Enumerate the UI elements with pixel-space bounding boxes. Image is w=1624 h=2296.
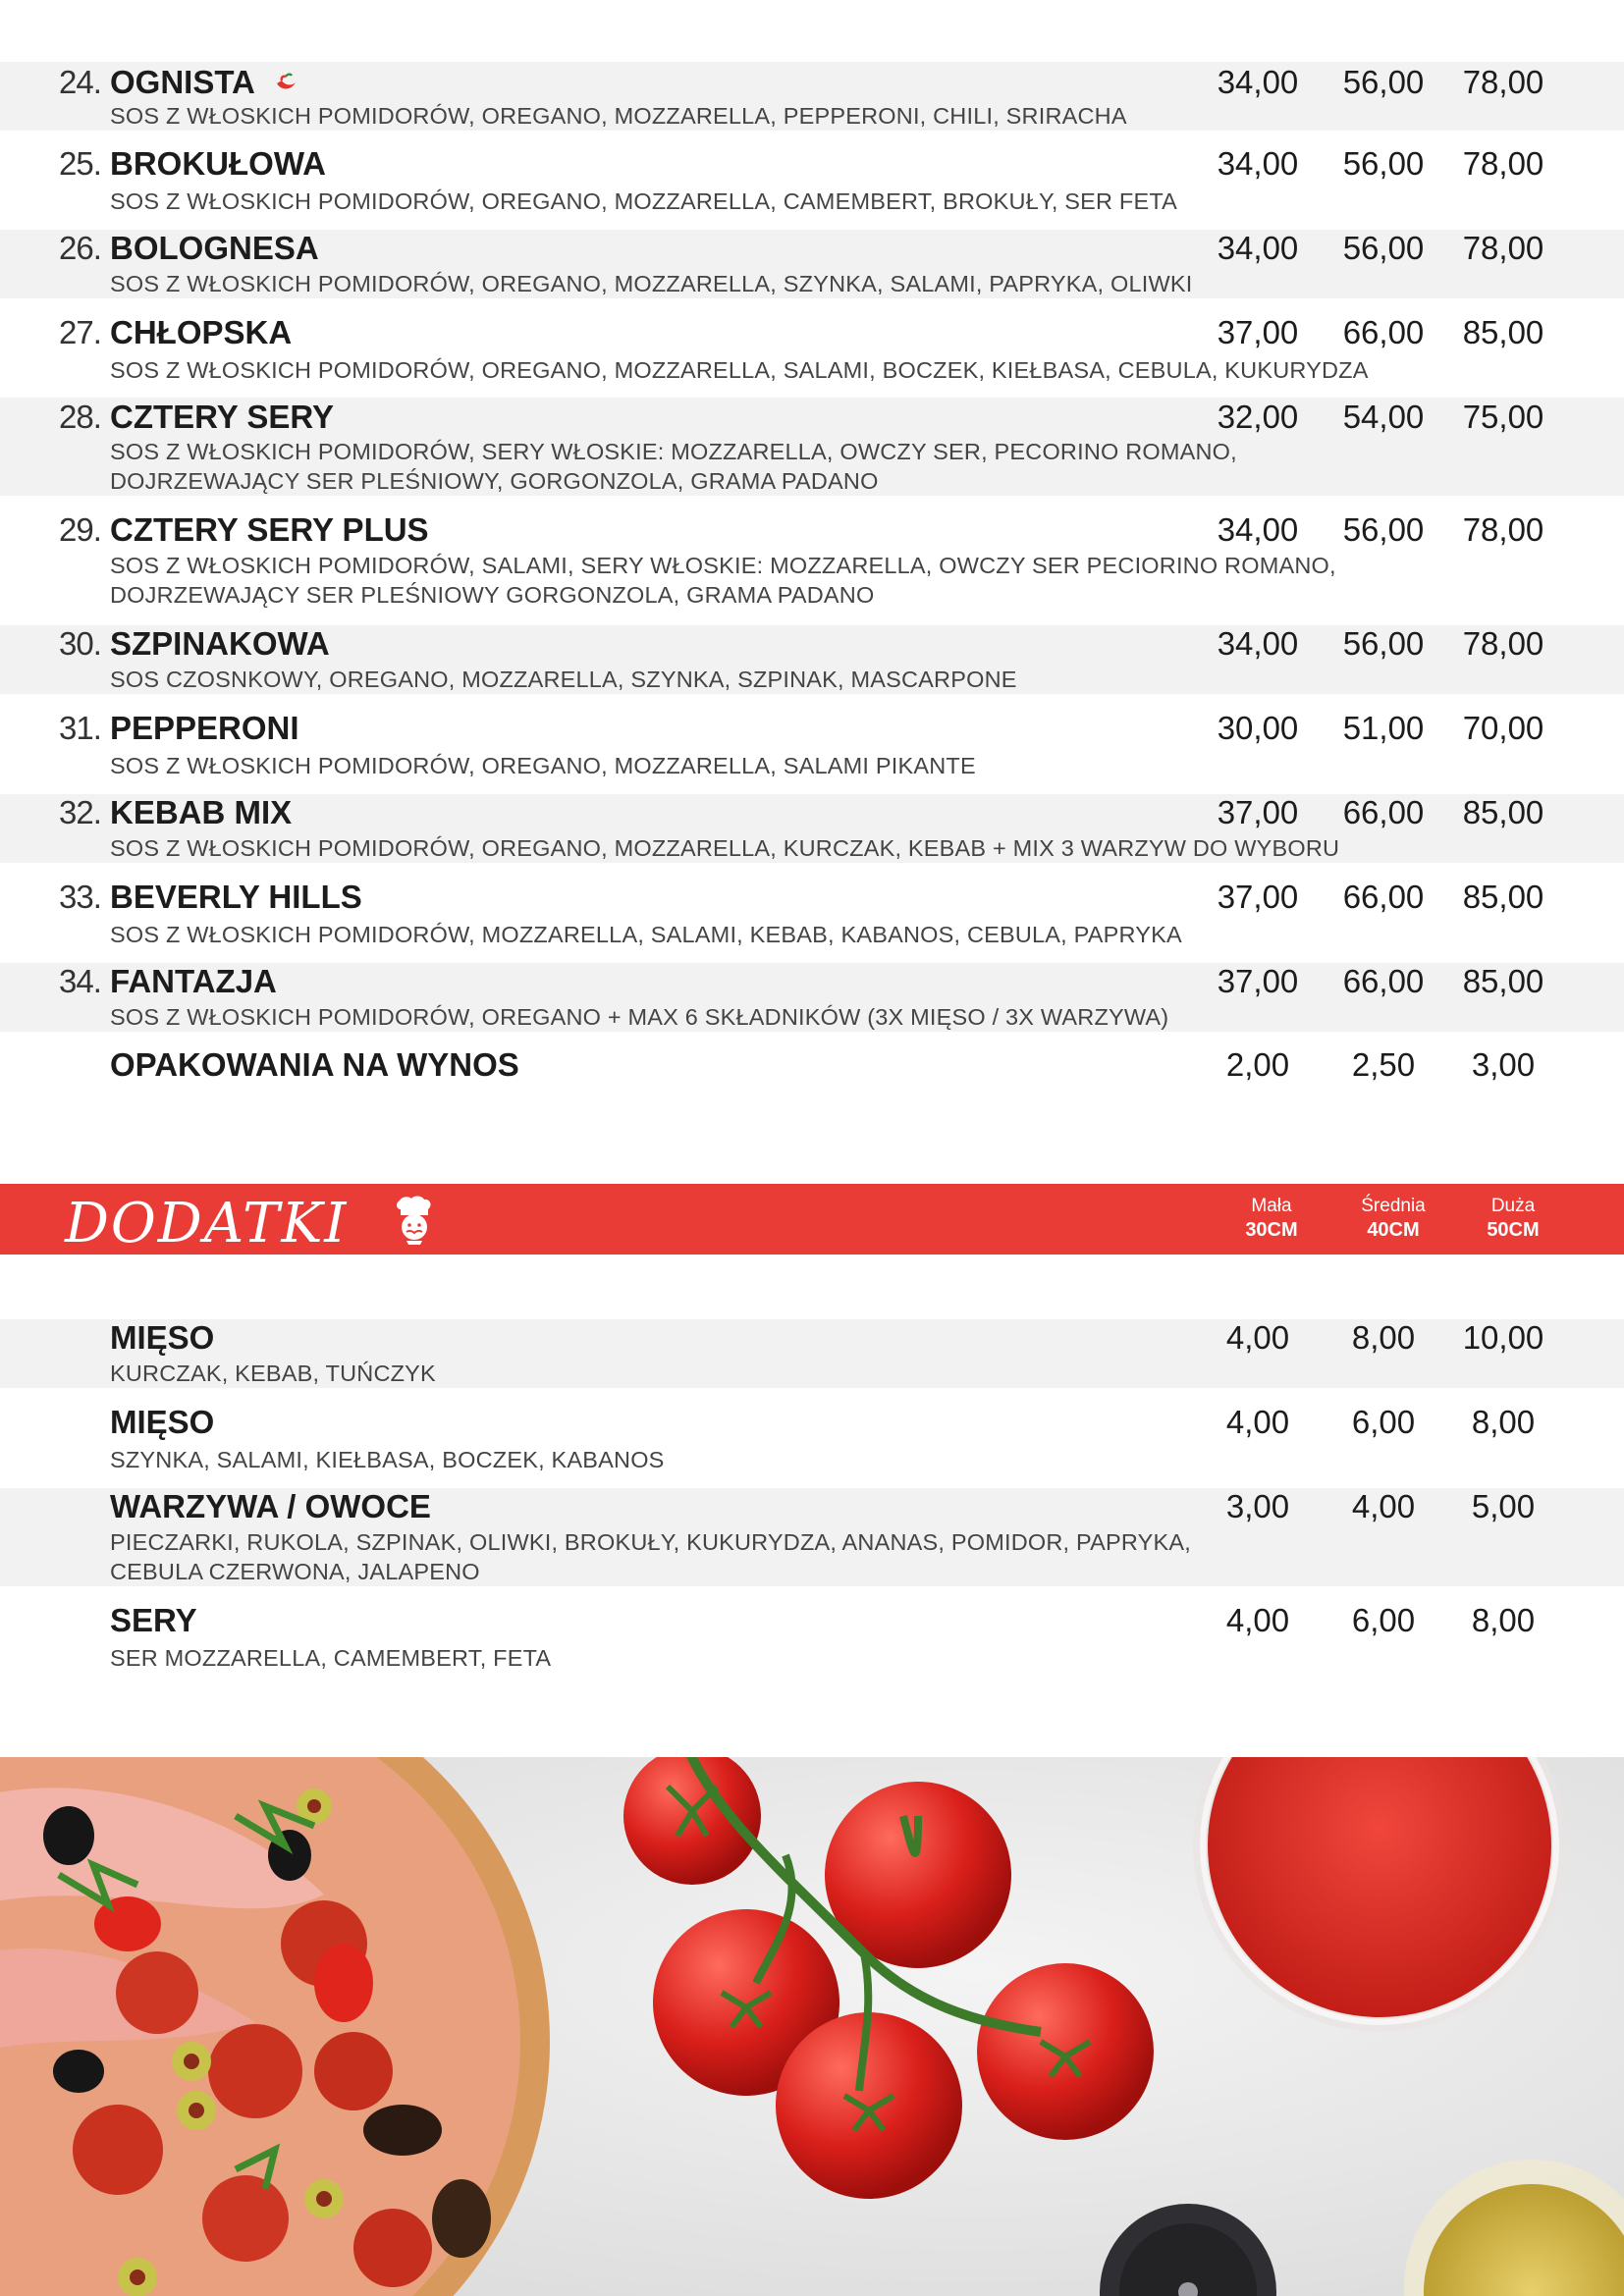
addon-item (0, 1319, 1624, 1388)
price-medium: 56,00 (1342, 511, 1425, 548)
price-small: 37,00 (1217, 314, 1299, 350)
menu-item-25 (0, 145, 1624, 230)
price-medium: 4,00 (1351, 1488, 1416, 1524)
price-large: 78,00 (1462, 145, 1544, 182)
size-small-header (1213, 1196, 1330, 1243)
item-number: 25. (59, 145, 101, 182)
menu-item-31 (0, 710, 1624, 794)
item-description: SOS Z WŁOSKICH POMIDORÓW, OREGANO, MOZZARELLA, SZYNKA, SALAMI, PAPRYKA, OLIWKI (110, 271, 1193, 296)
price-medium: 51,00 (1342, 710, 1425, 746)
price-small: 3,00 (1225, 1488, 1290, 1524)
price-medium: 2,50 (1351, 1046, 1416, 1083)
item-number: 26. (59, 230, 101, 266)
item-name: CZTERY SERY (110, 399, 334, 435)
packaging-name: OPAKOWANIA NA WYNOS (110, 1046, 519, 1083)
menu-item-29 (0, 511, 1624, 625)
price-small: 4,00 (1225, 1319, 1290, 1356)
item-number: 29. (59, 511, 101, 548)
item-name: BROKUŁOWA (110, 145, 326, 182)
addon-description: SER MOZZARELLA, CAMEMBERT, FETA (110, 1645, 552, 1671)
addon-description-line: CEBULA CZERWONA, JALAPENO (110, 1559, 480, 1584)
item-name (110, 64, 298, 101)
price-large: 78,00 (1462, 625, 1544, 662)
item-description: SOS Z WŁOSKICH POMIDORÓW, OREGANO, MOZZARELLA, SALAMI, BOCZEK, KIEŁBASA, CEBULA, KUKURYDZA (110, 357, 1369, 383)
addon-name: MIĘSO (110, 1404, 215, 1440)
price-large: 3,00 (1471, 1046, 1536, 1083)
price-medium: 66,00 (1342, 794, 1425, 830)
price-large: 85,00 (1462, 794, 1544, 830)
size-label: Średnia (1361, 1196, 1426, 1216)
chili-pepper-icon (273, 69, 298, 94)
addon-description-line: PIECZARKI, RUKOLA, SZPINAK, OLIWKI, BROKUŁY, KUKURYDZA, ANANAS, POMIDOR, PAPRYKA, (110, 1529, 1191, 1555)
addon-description (110, 1527, 1485, 1586)
addon-name: MIĘSO (110, 1319, 215, 1356)
price-large: 85,00 (1462, 879, 1544, 915)
item-number: 32. (59, 794, 101, 830)
price-medium: 66,00 (1342, 314, 1425, 350)
price-medium: 56,00 (1342, 625, 1425, 662)
price-medium: 66,00 (1342, 963, 1425, 999)
item-description-line: SOS Z WŁOSKICH POMIDORÓW, SERY WŁOSKIE: MOZZARELLA, OWCZY SER, PECORINO ROMANO, (110, 439, 1237, 464)
item-name: CZTERY SERY PLUS (110, 511, 429, 548)
item-number: 27. (59, 314, 101, 350)
size-cm: 50CM (1487, 1219, 1540, 1241)
size-label: Duża (1490, 1196, 1536, 1216)
price-large: 8,00 (1471, 1602, 1536, 1638)
item-name: FANTAZJA (110, 963, 277, 999)
item-name-text: OGNISTA (110, 64, 254, 100)
menu-item-24 (0, 62, 1624, 131)
price-large: 85,00 (1462, 314, 1544, 350)
price-small: 34,00 (1217, 625, 1299, 662)
menu-item-26 (0, 230, 1624, 298)
price-medium: 56,00 (1342, 64, 1425, 100)
item-number: 33. (59, 879, 101, 915)
item-name: CHŁOPSKA (110, 314, 293, 350)
price-medium: 66,00 (1342, 879, 1425, 915)
price-medium: 8,00 (1351, 1319, 1416, 1356)
addon-name: WARZYWA / OWOCE (110, 1488, 431, 1524)
food-photo (0, 1757, 1624, 2296)
section-title: DODATKI (65, 1192, 349, 1255)
item-description: SOS Z WŁOSKICH POMIDORÓW, OREGANO, MOZZARELLA, SALAMI PIKANTE (110, 753, 976, 778)
price-large: 5,00 (1471, 1488, 1536, 1524)
price-large: 10,00 (1462, 1319, 1544, 1356)
item-description (110, 437, 1485, 496)
item-description-line: DOJRZEWAJĄCY SER PLEŚNIOWY, GORGONZOLA, GRAMA PADANO (110, 468, 879, 494)
item-description: SOS Z WŁOSKICH POMIDORÓW, OREGANO, MOZZARELLA, KURCZAK, KEBAB + MIX 3 WARZYW DO WYBORU (110, 835, 1340, 861)
price-small: 34,00 (1217, 230, 1299, 266)
price-medium: 54,00 (1342, 399, 1425, 435)
item-name: SZPINAKOWA (110, 625, 330, 662)
price-small: 37,00 (1217, 963, 1299, 999)
addon-description: KURCZAK, KEBAB, TUŃCZYK (110, 1361, 436, 1386)
pizza-image (0, 1757, 550, 2296)
addon-item (0, 1488, 1624, 1586)
item-description-line: DOJRZEWAJĄCY SER PLEŚNIOWY GORGONZOLA, GRAMA PADANO (110, 582, 875, 608)
menu-item-33 (0, 879, 1624, 963)
item-name: BOLOGNESA (110, 230, 319, 266)
price-small: 4,00 (1225, 1404, 1290, 1440)
price-medium: 6,00 (1351, 1404, 1416, 1440)
item-description: SOS Z WŁOSKICH POMIDORÓW, OREGANO, MOZZARELLA, CAMEMBERT, BROKUŁY, SER FETA (110, 188, 1178, 214)
price-small: 34,00 (1217, 145, 1299, 182)
item-name: BEVERLY HILLS (110, 879, 362, 915)
item-number: 28. (59, 399, 101, 435)
item-description (110, 551, 1485, 610)
addon-item (0, 1404, 1624, 1488)
item-description: SOS Z WŁOSKICH POMIDORÓW, MOZZARELLA, SALAMI, KEBAB, KABANOS, CEBULA, PAPRYKA (110, 922, 1182, 947)
menu-item-34 (0, 963, 1624, 1032)
price-small: 34,00 (1217, 64, 1299, 100)
item-number: 30. (59, 625, 101, 662)
dodatki-banner (0, 1184, 1624, 1255)
addon-name: SERY (110, 1602, 197, 1638)
chef-icon (391, 1196, 438, 1245)
menu-item-27 (0, 314, 1624, 399)
price-large: 8,00 (1471, 1404, 1536, 1440)
item-name: KEBAB MIX (110, 794, 293, 830)
item-name: PEPPERONI (110, 710, 299, 746)
price-medium: 56,00 (1342, 145, 1425, 182)
price-large: 70,00 (1462, 710, 1544, 746)
size-large-header (1454, 1196, 1572, 1243)
menu-item-28 (0, 398, 1624, 496)
price-medium: 6,00 (1351, 1602, 1416, 1638)
price-small: 37,00 (1217, 879, 1299, 915)
price-large: 78,00 (1462, 511, 1544, 548)
price-small: 37,00 (1217, 794, 1299, 830)
price-small: 2,00 (1225, 1046, 1290, 1083)
price-large: 78,00 (1462, 64, 1544, 100)
size-cm: 40CM (1367, 1219, 1420, 1241)
item-number: 31. (59, 710, 101, 746)
price-small: 32,00 (1217, 399, 1299, 435)
price-medium: 56,00 (1342, 230, 1425, 266)
size-cm: 30CM (1245, 1219, 1298, 1241)
menu-item-32 (0, 794, 1624, 863)
price-large: 78,00 (1462, 230, 1544, 266)
item-number: 24. (59, 64, 101, 100)
item-description: SOS Z WŁOSKICH POMIDORÓW, OREGANO, MOZZARELLA, PEPPERONI, CHILI, SRIRACHA (110, 103, 1127, 129)
size-medium-header (1334, 1196, 1452, 1243)
item-description: SOS CZOSNKOWY, OREGANO, MOZZARELLA, SZYNKA, SZPINAK, MASCARPONE (110, 667, 1017, 692)
item-description-line: SOS Z WŁOSKICH POMIDORÓW, SALAMI, SERY WŁOSKIE: MOZZARELLA, OWCZY SER PECIORINO ROMANO, (110, 553, 1336, 578)
price-small: 30,00 (1217, 710, 1299, 746)
price-small: 4,00 (1225, 1602, 1290, 1638)
packaging-row (0, 1046, 1624, 1095)
size-label: Mała (1251, 1196, 1292, 1216)
price-large: 75,00 (1462, 399, 1544, 435)
price-small: 34,00 (1217, 511, 1299, 548)
menu-item-30 (0, 625, 1624, 694)
addon-item (0, 1602, 1624, 1686)
price-large: 85,00 (1462, 963, 1544, 999)
addon-description: SZYNKA, SALAMI, KIEŁBASA, BOCZEK, KABANOS (110, 1447, 665, 1472)
item-description: SOS Z WŁOSKICH POMIDORÓW, OREGANO + MAX 6 SKŁADNIKÓW (3X MIĘSO / 3X WARZYWA) (110, 1004, 1169, 1030)
item-number: 34. (59, 963, 101, 999)
